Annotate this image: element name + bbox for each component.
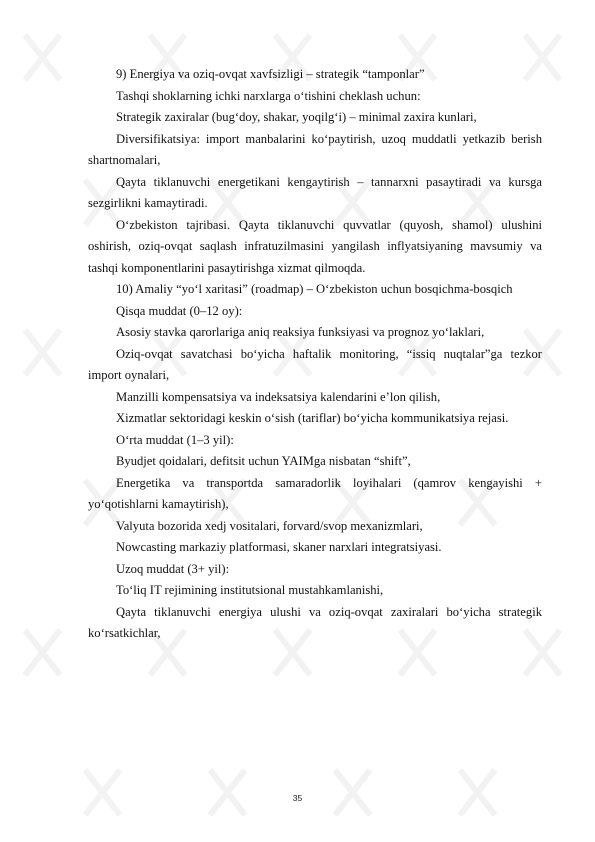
list-item-budget-rules: Byudjet qoidalari, defitsit uchun YAIMga nisbatan “shift”, (116, 454, 411, 468)
list-item-it-regime: To‘liq IT rejimining institutsional mustahkamlanishi, (116, 583, 384, 597)
page-number: 35 (292, 793, 303, 803)
list-item-reaction-function: Asosiy stavka qarorlariga aniq reaksiya funksiyasi va prognoz yo‘laklari, (116, 325, 485, 339)
list-item-targeted-compensation: Manzilli kompensatsiya va indeksatsiya kalendarini e’lon qilish, (116, 389, 441, 404)
document-body (88, 64, 542, 645)
subheading-long-term: Uzoq muddat (3+ yil): (116, 561, 230, 576)
subheading-medium-term: O‘rta muddat (1–3 yil): (116, 432, 234, 447)
list-item-communication-plan: Xizmatlar sektoridagi keskin o‘sish (tariflar) bo‘yicha kommunikatsiya rejasi. (116, 411, 509, 425)
section-9-heading: 9) Energiya va oziq-ovqat xavfsizligi – strategik “tamponlar” (116, 67, 425, 81)
list-item-nowcasting-platform: Nowcasting markaziy platformasi, skaner narxlari integratsiyasi. (116, 540, 442, 554)
list-item-strategic-indicators: Qayta tiklanuvchi energiya ulushi va oziq-ovqat zaxiralari bo‘yicha strategik ko‘rsatkichlar, (88, 604, 542, 640)
list-item-renewable-energy: Qayta tiklanuvchi energetikani kengaytirish – tannarxni pasaytiradi va kursga sezgirlikni kamaytiradi. (88, 174, 542, 210)
section-10-heading: 10) Amaliy “yo‘l xaritasi” (roadmap) – O‘zbekiston uchun bosqichma-bosqich (116, 282, 513, 296)
subheading-short-term: Qisqa muddat (0–12 oy): (116, 303, 243, 318)
paragraph-uzbekistan-experience: O‘zbekiston tajribasi. Qayta tiklanuvchi quvvatlar (quyosh, shamol) ulushini oshirish, oziq-ovqat saqlash infratuzilmasini yangilash inflyatsiyaning mavsumiy va tashqi komponentlarini pasaytirishga xizmat qilmoqda. (88, 217, 542, 275)
list-item-strategic-reserves: Strategik zaxiralar (bug‘doy, shakar, yoqilg‘i) – minimal zaxira kunlari, (116, 110, 477, 124)
section-9-intro: Tashqi shoklarning ichki narxlarga o‘tishini cheklash uchun: (116, 88, 421, 103)
list-item-diversification: Diversifikatsiya: import manbalarini ko‘paytirish, uzoq muddatli yetkazib berish shartnomalari, (88, 131, 542, 167)
list-item-food-basket-monitoring: Oziq-ovqat savatchasi bo‘yicha haftalik monitoring, “issiq nuqtalar”ga tezkor import oynalari, (88, 346, 542, 382)
list-item-hedging-instruments: Valyuta bozorida xedj vositalari, forvard/svop mexanizmlari, (116, 518, 423, 533)
list-item-energy-transport-efficiency: Energetika va transportda samaradorlik loyihalari (qamrov kengayishi + yo‘qotishlarni kamaytirish), (88, 475, 542, 511)
